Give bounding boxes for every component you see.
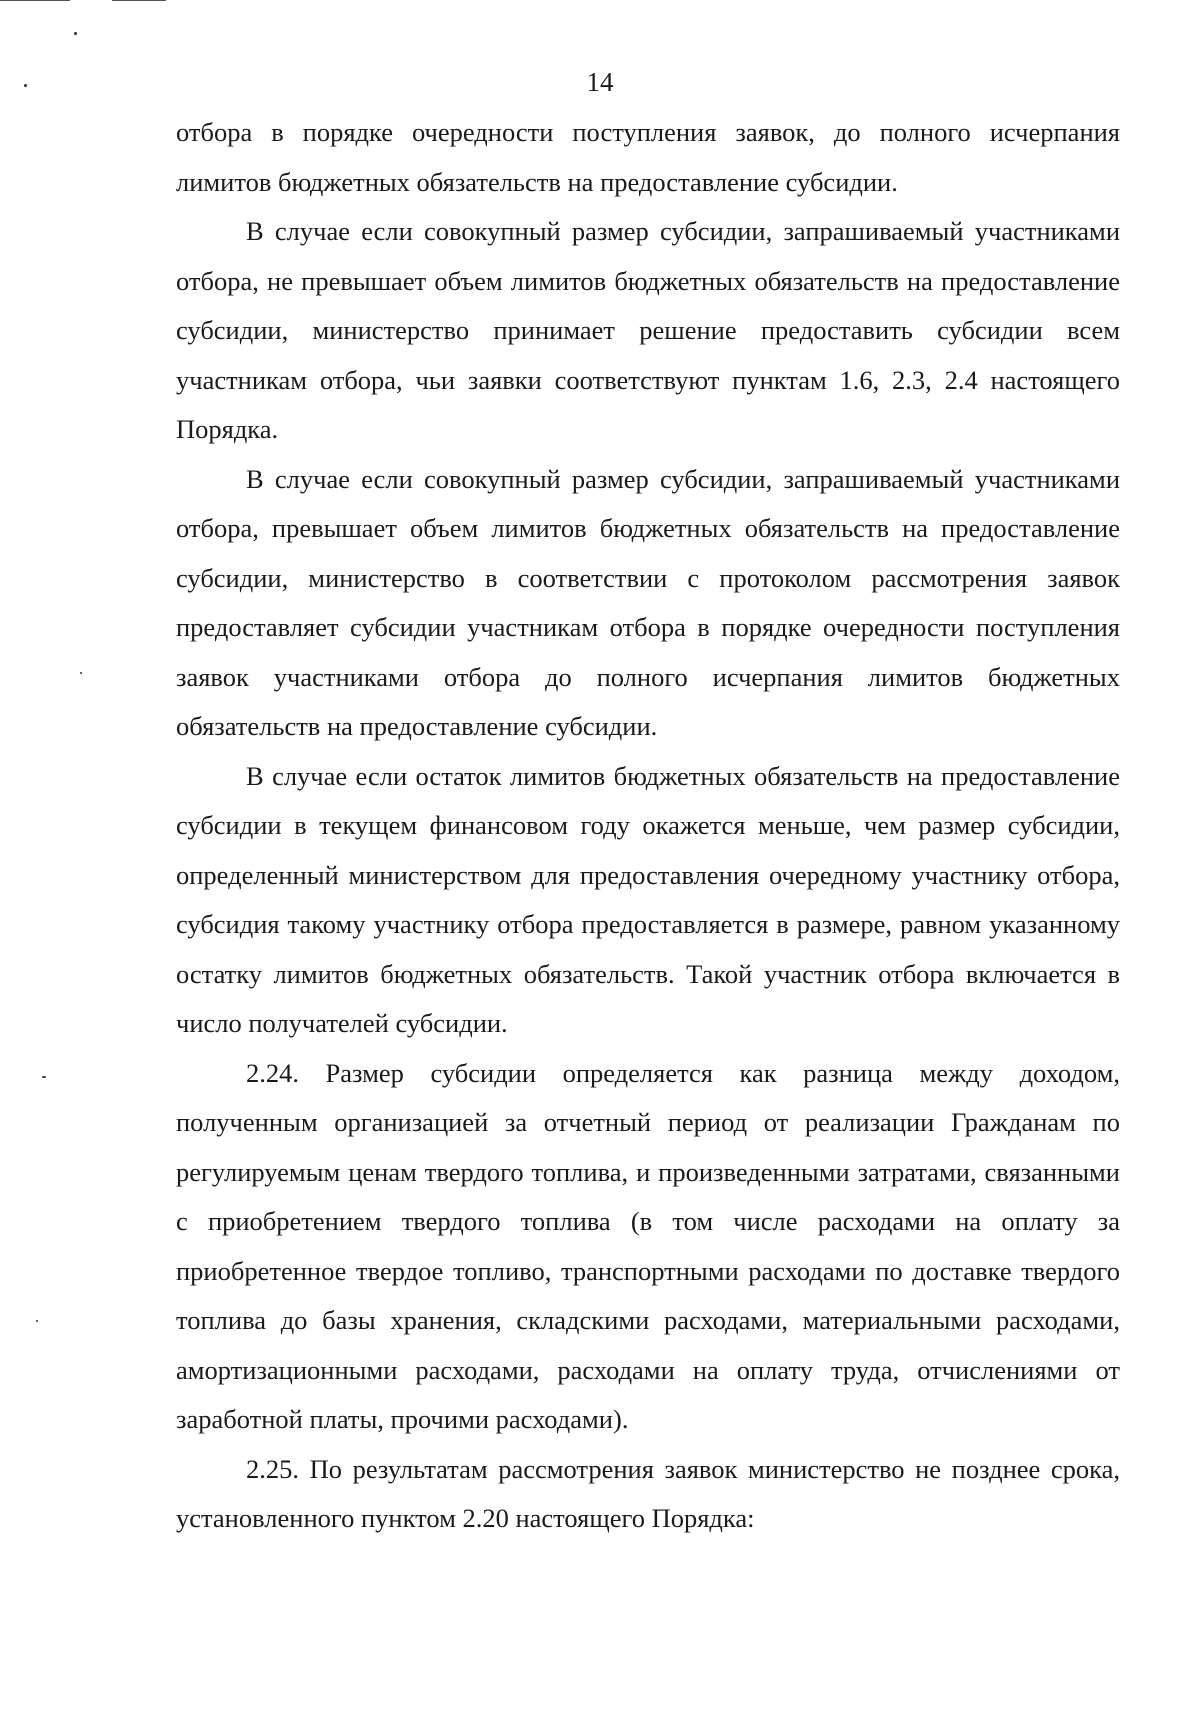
scan-speck — [36, 1320, 38, 1322]
scan-edge-mark — [112, 0, 166, 1]
scan-edge-mark — [0, 0, 70, 1]
paragraph-continuation: отбора в порядке очередности поступления заявок, до полного исчерпания лимитов бюджетных обязательств на предоставление субсидии. — [176, 117, 1120, 197]
paragraph-case-exceeds: В случае если совокупный размер субсидии, запрашиваемый участниками отбора, превышает объем лимитов бюджетных обязательств на предоставление субсидии, министерство в соответствии с протоколом рассмотрения заявок предоставляет субсидии участникам отбора в порядке очередности поступления заявок участниками отбора до полного исчерпания лимитов бюджетных обязательств на предоставление субсидии. — [176, 463, 1120, 741]
scan-speck — [42, 1076, 46, 1078]
paragraph-clause-2-25: 2.25. По результатам рассмотрения заявок министерство не позднее срока, установленного пунктом 2.20 настоящего Порядка: — [176, 1453, 1120, 1533]
scan-speck — [80, 672, 82, 674]
paragraph-case-not-exceeds: В случае если совокупный размер субсидии, запрашиваемый участниками отбора, не превышает объем лимитов бюджетных обязательств на предоставление субсидии, министерство принимает решение предоставить субсидии всем участникам отбора, чьи заявки соответствуют пунктам 1.6, 2.3, 2.4 настоящего Порядка. — [176, 216, 1120, 444]
paragraph-case-remainder: В случае если остаток лимитов бюджетных обязательств на предоставление субсидии в текущем финансовом году окажется меньше, чем размер субсидии, определенный министерством для предоставления очередному участнику отбора, субсидия такому участнику отбора предоставляется в размере, равном указанному остатку лимитов бюджетных обязательств. Такой участник отбора включается в число получателей субсидии. — [176, 760, 1120, 1038]
page-number: 14 — [586, 67, 614, 97]
document-body — [176, 108, 1120, 1544]
scan-speck — [74, 32, 77, 35]
paragraph-clause-2-24: 2.24. Размер субсидии определяется как разница между доходом, полученным организацией за отчетный период от реализации Гражданам по регулируемым ценам твердого топлива, и произведенными затратами, связанными с приобретением твердого топлива (в том числе расходами на оплату за приобретенное твердое топливо, транспортными расходами по доставке твердого топлива до базы хранения, складскими расходами, материальными расходами, амортизационными расходами, расходами на оплату труда, отчислениями от заработной платы, прочими расходами). — [176, 1057, 1120, 1434]
